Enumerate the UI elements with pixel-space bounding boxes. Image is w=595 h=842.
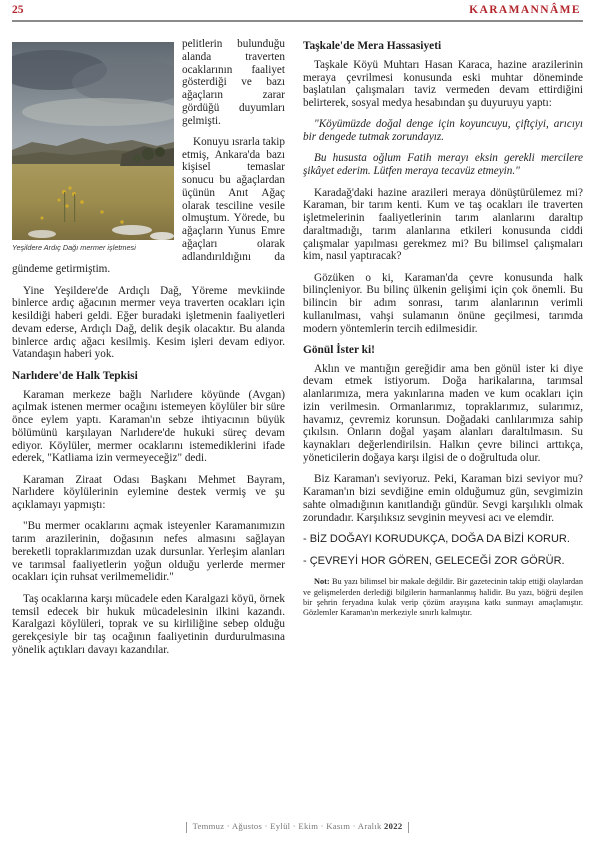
paragraph: Biz Karaman'ı seviyoruz. Peki, Karaman bizi seviyor mu? Karaman'ın bizi sevdiğine emin olduğumuz gün, sevgimizin sahte olmadığının kanıtlandığı gündür. Sevgi karşılıklı olmak zorundadır. Karşılıksız sevginin meyvesi acı ve elemdir. [303,473,583,524]
paragraph: Karaman Ziraat Odası Başkanı Mehmet Bayram, Narlıdere köylülerinin eylemine destek vermiş ve şu açıklamayı yapmıştı: [12,473,285,512]
magazine-title: KARAMANNÂME [469,4,581,16]
paragraph: Karaman merkeze bağlı Narlıdere köyünde (Avgan) açılmak istenen mermer ocağını istemeyen köylüler bir süre önce eylem yaptı. Karaman'ın sebze ihtiyacının büyük bölümünü karşılayan Narlıdere'de hukuki süreç devam ediyor. Köylüler, mermer ocaklarını istemediklerini ifade ederek, "Katliama izin vermeyeceğiz" dedi. [12,388,285,465]
left-column [12,38,285,665]
paragraph: Gözüken o ki, Karaman'da çevre konusunda halk bilinçleniyor. Bu bilinç ülkenin gelişimi için çok önemli. Bu bilincin bir adım sonrası, tarım alanlarının verimli kullanılması, vahşi sulamanın önüne geçilmesi, tarımda modern yöntemlerin tercih edilmesidir. [303,271,583,335]
quote-paragraph: "Köyümüzde doğal denge için koyuncuyu, çiftçiyi, arıcıyı bir dengede tutmak zorundayız. [303,118,583,144]
footer-months: Temmuz · Ağustos · Eylül · Ekim · Kasım · Aralık [192,821,382,831]
landscape-photo [12,42,174,240]
slogan: - BİZ DOĞAYI KORUDUKÇA, DOĞA DA BİZİ KORUR. [303,532,570,545]
page-number: 25 [12,4,24,16]
paragraph: Taş ocaklarına karşı mücadele eden Karalgazi köyü, örnek temsil edecek bir hukuk mücadelesinin ilkini kazandı. Karalgazi köylüleri, toprak ve su kirliliğine sebep olduğu gerekçesiyle bir taş ocağının faaliyetinin durdurulmasına yönelik açtıkları davayı kazandılar. [12,592,285,656]
section-heading: Taşkale'de Mera Hassasiyeti [303,40,442,52]
paragraph: pelitlerin bulunduğu alanda traverten ocaklarının faaliyet gösterdiği ve bazı ağaçların zarar gördüğü duyumları gelmişti. [182,38,285,127]
section-heading: Gönül İster ki! [303,343,375,356]
footer-year: 2022 [384,821,403,831]
section-heading: Narlıdere'de Halk Tepkisi [12,369,138,382]
author-note [303,577,583,619]
figure-caption: Yeşildere Ardıç Dağı mermer işletmesi [12,243,136,252]
note-text: Bu yazı bilimsel bir makale değildir. Bir gazetecinin takip ettiği olaylardan ve gelişmelerden derlediği bilgilerin harmanlanmış halidir. Bu yazı, böğrü deşilen bir şehrin feryadına kulak verip çözüm arayışına katkı sunmayı amaçlamıştır. Gözlemler Karaman'ın merkeziyle sınırlı kalmıştır. [303,577,584,618]
right-column [303,38,583,627]
paragraph: Konuyu ısrarla takip etmiş, Ankara'da bazı kişisel temaslar sonucu bu ağaçlardan üçünün Anıt Ağaç olarak tesciline vesile olmuştum. Yörede, bu ağaçların Yunus Emre ağaçları olarak adlandırıldığını da gündeme getirmiştim. [12,135,285,276]
note-label: Not: [314,577,330,587]
header-divider [12,20,583,22]
footer-divider [186,822,187,833]
slogan: - ÇEVREYİ HOR GÖREN, GELECEĞİ ZOR GÖRÜR. [303,555,565,567]
quoted-statement: "Bu mermer ocaklarını açmak isteyenler Karamanımızın tarım arazilerinin, doğasının nefes almasını sağlayan bereketli topraklarımızdan uzak dursunlar. Yerleşim alanları ve tarımsal faaliyetlerin yoğun olduğu yerlerde mermer ocakları için ruhsat verilmemelidir." [12,520,285,584]
paragraph: Yine Yeşildere'de Ardıçlı Dağ, Yöreme mevkiinde binlerce ardıç ağacının mermer veya traverten ocakları için kesildiği haberi geldi. Eğer buradaki işletmenin faaliyetleri devam ederse, Ardıçlı Dağ, delik deşik olacaktır. Bu alanda binlerce ardıç ağacı kesilmiş. Kesim işleri devam ediyor. Vatandaşın haberi yok. [12,284,285,361]
page-header [0,0,595,22]
paragraph: Taşkale Köyü Muhtarı Hasan Karaca, hazine arazilerinin meraya çevrilmesi konusunda eski muhtar döneminde başlatılan çalışmaları taviz vermeden devam ettirdiğini belirterek, sosyal medya hesabından şu duyuruyu yaptı: [303,58,583,109]
paragraph: Karadağ'daki hazine arazileri meraya dönüştürülemez mi? Karaman, bir tarım kenti. Kum ve taş ocakları ile traverten işletmelerinin faaliyetlerinin tarım alanlarını daraltıp daraltmadığı, tarım alanlarına etkileri konusunda ciddi çalışmalar yapılması gerekmez mi? Bu bilimsel çalışmaları kim, nasıl yaptıracak? [303,186,583,263]
paragraph: Aklın ve mantığın gereğidir ama ben gönül ister ki diye devam etmek istiyorum. Doğa harikalarına, tarımsal alanlarımıza, mera yakınlarına maden ve kum ocakları için izin verilmesin. Ormanlarımız, topraklarımız, sularımız, havamız, çevremiz korunsun. Doğadaki canlılarımıza sahip çıkılsın. Onların doğal yaşam alanları daraltılmasın. Su kaynakları değerlendirilsin. Halkın çevre bilinci arttıkça, yöneticilerin doğaya karşı ilgisi de o doğrultuda olur. [303,362,583,464]
quote-paragraph: Bu hususta oğlum Fatih merayı eksin gerekli mercilere şikâyet ederim. Lütfen meraya tecavüz etmeyin." [303,152,583,178]
footer-divider [408,822,409,833]
article-figure [12,42,174,252]
page-footer [0,821,595,833]
